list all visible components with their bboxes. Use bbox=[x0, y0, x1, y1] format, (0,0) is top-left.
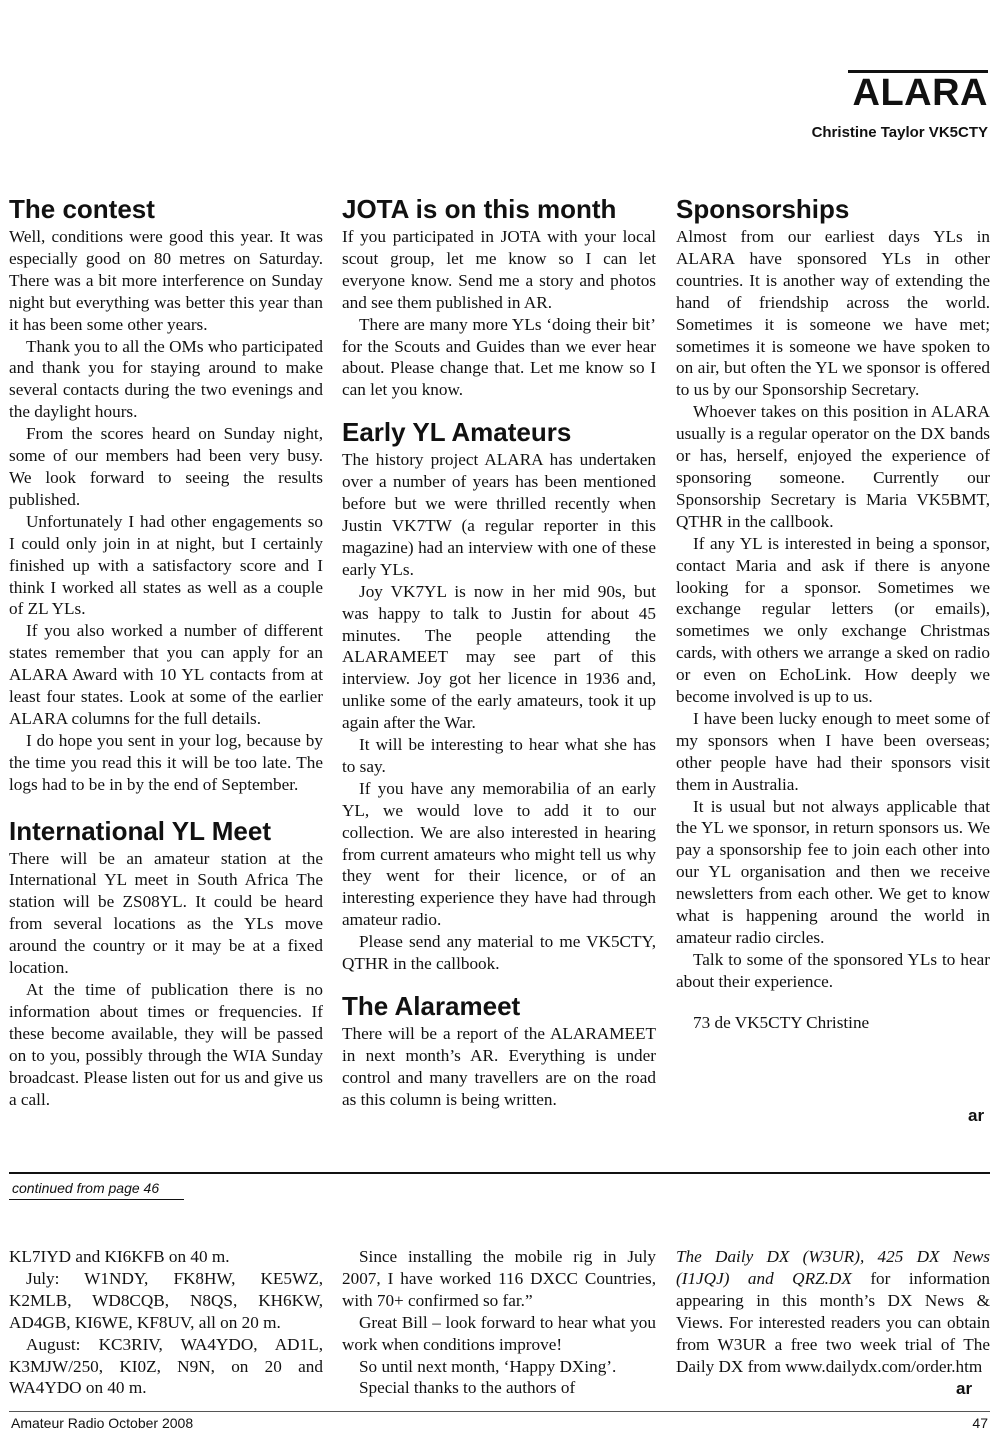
paragraph: Since installing the mobile rig in July 2007, I have worked 116 DXCC Countries, with 70+ confirmed so far.” bbox=[342, 1247, 656, 1310]
page-number: 47 bbox=[972, 1415, 988, 1431]
paragraph: There are many more YLs ‘doing their bit’ for the Scouts and Guides than we ever hear about. Please change that. Let me know so I can let you know. bbox=[342, 314, 656, 400]
column-1 bbox=[9, 192, 323, 1110]
paragraph: August: KC3RIV, WA4YDO, AD1L, K3MJW/250, KI0Z, N9N, on 20 and WA4YDO on 40 m. bbox=[9, 1334, 323, 1398]
paragraph: If you also worked a number of different states remember that you can apply for an ALARA Award with 10 YL contacts from at least four states. Look at some of the earlier ALARA columns for the full details. bbox=[9, 621, 323, 728]
paragraph: Unfortunately I had other engagements so I could only join in at night, but I certainly finished up with a satisfactory score and I think I worked all states as well as a couple of ZL YLs. bbox=[9, 511, 323, 619]
paragraph: July: W1NDY, FK8HW, KE5WZ, K2MLB, WD8CQB, N8QS, KH6KW, AD4GB, KI6WE, KF8UV, all on 20 m. bbox=[9, 1268, 323, 1332]
paragraph: KL7IYD and KI6KFB on 40 m. bbox=[9, 1247, 230, 1266]
column-title: ALARA bbox=[852, 72, 988, 114]
column-author: Christine Taylor VK5CTY bbox=[811, 124, 988, 141]
end-mark: ar bbox=[956, 1379, 973, 1398]
paragraph: Joy VK7YL is now in her mid 90s, but was happy to talk to Justin for about 45 minutes. The people attending the ALARAMEET may see part of this interview. Joy got her licence in 1936 and, unlike some of the early amateurs, took it up again after the War. bbox=[342, 581, 656, 733]
paragraph: Almost from our earliest days YLs in ALARA have sponsored YLs in other countries. It is another way of extending the hand of friendship across the world. Sometimes it is someone we have met; sometimes it is someone we have spoken to on air, but often the YL we sponsor is offered to us by our Sponsorship Secretary. bbox=[676, 227, 990, 400]
paragraph: If you have any memorabilia of an early YL, we would love to add it to our collection. We are also interested in hearing from current amateurs who might tell us why they went for their licence, or of an interesting experience they have had through amateur radio. bbox=[342, 778, 656, 930]
continued-column-1 bbox=[9, 1246, 323, 1399]
paragraph: Please send any material to me VK5CTY, QTHR in the callbook. bbox=[342, 932, 656, 974]
paragraph: Well, conditions were good this year. It was especially good on 80 metres on Saturday. There was a bit more interference on Sunday night but everything was better this year than it has been some other years. bbox=[9, 227, 323, 334]
publication-names: The Daily DX (W3UR), 425 DX News (I1JQJ) and QRZ.DX bbox=[676, 1247, 990, 1288]
continued-column-2 bbox=[342, 1246, 656, 1399]
paragraph: If you participated in JOTA with your local scout group, let me know so I can let everyone know. Send me a story and photos and see them published in AR. bbox=[342, 227, 656, 312]
paragraph: I have been lucky enough to meet some of my sponsors when I have been overseas; other people have had their sponsors visit them in Australia. bbox=[676, 708, 990, 794]
heading-sponsorships: Sponsorships bbox=[676, 194, 850, 224]
paragraph: From the scores heard on Sunday night, some of our members had been very busy. We look forward to seeing the results published. bbox=[9, 424, 323, 509]
paragraph: It is usual but not always applicable that the YL we sponsor, in return sponsors us. We pay a sponsorship fee to join each other into our YL organisation and then we receive newsletters from each other. We get to know what is happening around the world in amateur radio circles. bbox=[676, 796, 990, 947]
footer-rule bbox=[9, 1411, 990, 1412]
paragraph: At the time of publication there is no information about times or frequencies. If these become available, they will be passed on to you, possibly through the WIA Sunday broadcast. Please listen out for us and give us a call. bbox=[9, 980, 323, 1109]
paragraph-text: for information appearing in this month’s DX News & Views. For interested readers you can obtain from W3UR a free two week trial of The Daily DX from www.dailydx.com/order.htm bbox=[676, 1268, 990, 1376]
paragraph: Talk to some of the sponsored YLs to hear about their experience. bbox=[676, 949, 990, 991]
continued-column-3 bbox=[676, 1246, 990, 1377]
continued-from-label: continued from page 46 bbox=[12, 1180, 160, 1196]
paragraph: So until next month, ‘Happy DXing’. bbox=[359, 1356, 617, 1376]
end-mark: ar bbox=[968, 1106, 985, 1125]
footer-publication: Amateur Radio October 2008 bbox=[11, 1415, 194, 1431]
paragraph: There will be a report of the ALARAMEET in next month’s AR. Everything is under control and many travellers are on the road as this column is being written. bbox=[342, 1024, 656, 1109]
heading-jota: JOTA is on this month bbox=[342, 194, 617, 224]
section-divider bbox=[9, 1172, 990, 1174]
heading-the-alarameet: The Alarameet bbox=[342, 991, 521, 1021]
column-3 bbox=[676, 192, 990, 1034]
paragraph: Great Bill – look forward to hear what you work when conditions improve! bbox=[342, 1312, 656, 1354]
heading-the-contest: The contest bbox=[9, 194, 155, 224]
continued-underline bbox=[9, 1199, 184, 1200]
paragraph: I do hope you sent in your log, because by the time you read this it will be too late. The logs had to be in by the end of September. bbox=[9, 730, 323, 794]
heading-early-yl-amateurs: Early YL Amateurs bbox=[342, 417, 572, 448]
paragraph: The history project ALARA has undertaken over a number of years has been mentioned before but we were thrilled recently when Justin VK7TW (a regular reporter in this magazine) had an interview with one of these early YLs. bbox=[342, 450, 656, 579]
paragraph: Special thanks to the authors of bbox=[359, 1378, 576, 1398]
paragraph: Thank you to all the OMs who participated and thank you for staying around to make several contacts during the two evenings and the daylight hours. bbox=[9, 336, 323, 422]
paragraph: If any YL is interested in being a sponsor, contact Maria and ask if there is anyone looking for a sponsor. Sometimes we exchange regular letters (or emails), sometimes we only exchange Christmas cards, with others we arrange a sked on radio or even on EchoLink. How deeply we become involved is up to us. bbox=[676, 533, 990, 707]
signoff: 73 de VK5CTY Christine bbox=[693, 1012, 870, 1032]
paragraph: Whoever takes on this position in ALARA usually is a regular operator on the DX bands or has, herself, enjoyed the experience of sponsoring someone. Currently our Sponsorship Secretary is Maria VK5BMT, QTHR in the callbook. bbox=[676, 402, 990, 531]
heading-international-yl-meet: International YL Meet bbox=[9, 815, 271, 846]
column-2 bbox=[342, 192, 656, 1111]
paragraph bbox=[676, 1246, 990, 1377]
paragraph: It will be interesting to hear what she has to say. bbox=[342, 735, 656, 776]
paragraph: There will be an amateur station at the International YL meet in South Africa The station will be ZS08YL. It could be heard from several locations as the YLs move around the country or it may be at a fixed location. bbox=[9, 848, 323, 978]
